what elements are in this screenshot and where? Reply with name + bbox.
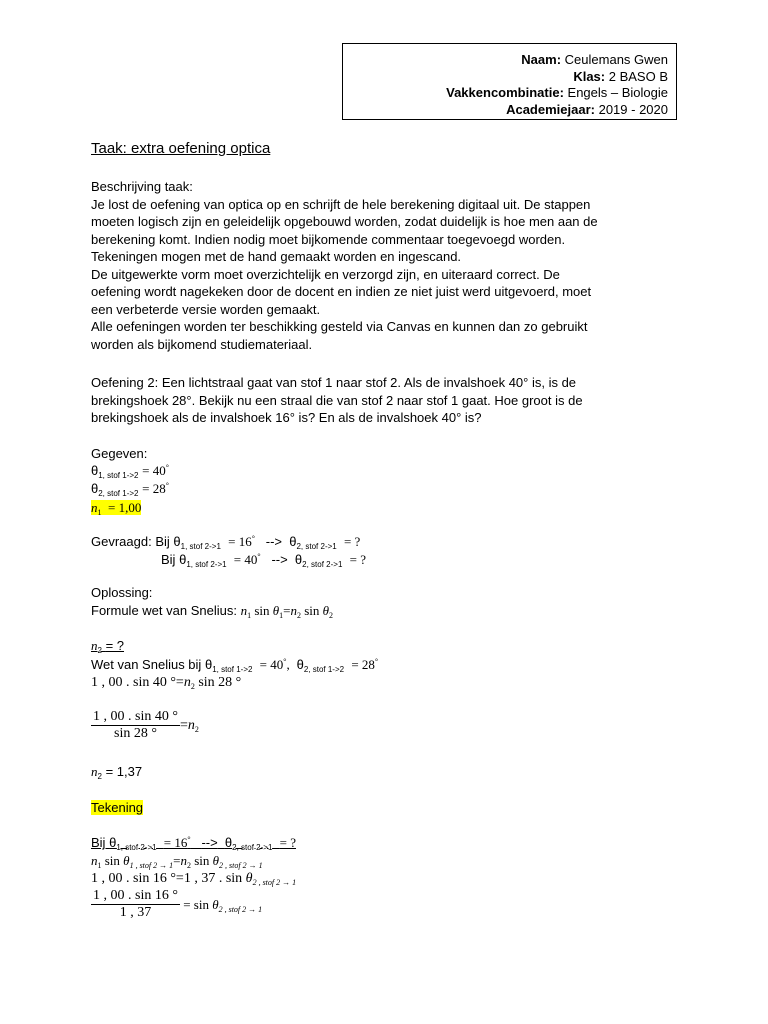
description-line: een verbeterde versie worden gemaakt. [91, 301, 321, 317]
theta-symbol: θ [294, 552, 303, 567]
fraction [91, 709, 180, 742]
asked-line-1 [91, 533, 360, 551]
fraction-numerator: 1 , 00 . sin 16 ° [93, 888, 178, 903]
description-line: berekening komt. Indien nodig moet bijkomende commentaar toegevoegd worden. [91, 231, 566, 247]
theta1-subscript: 1, stof 1->2 [212, 665, 253, 674]
exercise-statement [91, 374, 651, 427]
n1-value: = 1,00 [108, 500, 142, 515]
description-heading: Beschrijving taak: [91, 179, 193, 194]
fraction [91, 888, 180, 921]
task-description [91, 178, 671, 353]
description-line: Je lost de oefening van optica op en schrijft de hele berekening digitaal uit. De stappen [91, 196, 591, 212]
theta2-value: = 28 [351, 657, 375, 672]
theta-symbol: θ [91, 481, 99, 496]
theta1-value: = 40 [142, 463, 166, 478]
n1-highlight [91, 500, 141, 515]
description-line: moeten logisch zijn en geleidelijk opgebouwd worden, zodat duidelijk is hoe men aan de [91, 214, 598, 229]
fraction-denominator: 1 , 37 [119, 905, 152, 920]
description-line: oefening wordt nagekeken door de docent en indien ze niet juist werd uitgevoerd, moet [91, 284, 592, 299]
n2-question: $n_2$ = ? [91, 638, 125, 655]
exercise-line: Oefening 2: Een lichtstraal gaat van stof 1 naar stof 2. Als de invalshoek 40° is, is de [91, 375, 577, 390]
equation-1-right: sin 28 ° [198, 675, 242, 690]
name-value: Ceulemans Gwen [564, 52, 668, 67]
arrow: --> [201, 835, 218, 850]
theta1-value: = 40 [259, 657, 284, 672]
case-16-heading: Bij $\theta_{1, stof 2->1} = 16^\circ$ --> $\theta_{2, stof 2->1}$ = ? [91, 835, 296, 852]
asked-value: = ? [343, 534, 361, 549]
n1-subscript: 1 [97, 508, 102, 517]
subjects-label: Vakkencombinatie: [446, 85, 564, 100]
asked-bij: Bij [161, 552, 176, 567]
theta2-subscript: 2, stof 1->2 [98, 489, 139, 498]
exercise-line: brekingshoek 28°. Bekijk nu een straal die van stof 2 naar stof 1 gaat. Hoe groot is de [91, 392, 583, 408]
theta-symbol: θ [289, 534, 297, 549]
snell-formula: $n_1$ $\sin \theta_1=n_2$ $\sin \theta_2$ [240, 603, 334, 620]
description-line: De uitgewerkte vorm moet overzichtelijk en verzorgd zijn, en uiteraard correct. De [91, 266, 560, 282]
incident-angle-a: = 16 [163, 835, 188, 850]
page-title: Taak: extra oefening optica [91, 140, 271, 157]
year-value: 2019 - 2020 [598, 101, 668, 117]
year-line [343, 102, 668, 119]
equation-4: $\frac{1 , 00 . \sin 16 ^\circ}{1 , 37}$ = $\sin \theta_{2 , stof 2 \to 1}$ [93, 888, 263, 920]
asked-value: = ? [349, 552, 366, 567]
year-label: Academiejaar: [506, 101, 595, 117]
equation-2: $\frac{1 , 00 . \sin 40 ^\circ}{\sin 28 ^\circ}$ $=n_2$ [93, 709, 199, 741]
drawing-heading [91, 799, 143, 817]
theta-symbol: θ [173, 534, 181, 549]
formula-label: Formule wet van Snelius: [91, 603, 237, 618]
description-line: Alle oefeningen worden ter beschikking gesteld via Canvas en kunnen dan zo gebruikt [91, 319, 588, 334]
asked-label: Gevraagd: [91, 534, 152, 549]
n2-result: $n_2 = 1,37$ [91, 764, 143, 781]
theta-in-subscript: 1 , stof 2 → 1 [129, 861, 174, 870]
n-symbol: n [91, 638, 98, 653]
n-symbol: n [91, 500, 98, 515]
theta1-subscript: 1, stof 1->2 [98, 471, 139, 480]
theta-in-subscript: 1, stof 2->1 [116, 843, 157, 852]
description-line: worden als bijkomend studiemateriaal. [91, 336, 313, 352]
theta-symbol: θ [204, 657, 213, 672]
degree-sign: ° [165, 463, 169, 472]
n2-result-value: = 1,37 [105, 764, 143, 779]
class-value: 2 BASO B [608, 68, 668, 84]
description-line: Tekeningen mogen met de hand gemaakt worden en ingescand. [91, 249, 462, 264]
asked-value: = ? [279, 835, 296, 850]
subjects-line [343, 85, 668, 102]
given-heading: Gegeven: [91, 446, 148, 461]
n2-question-value: = ? [105, 638, 125, 653]
snell-formula-line [91, 602, 333, 620]
class-line [343, 69, 668, 86]
asked-line-2 [161, 551, 366, 569]
degree-sign: ° [257, 552, 261, 561]
snell-at-label: Wet van Snelius bij [91, 657, 202, 672]
given-theta2 [91, 480, 169, 498]
asked-bij: Bij [91, 835, 106, 850]
theta-symbol: θ [91, 463, 99, 478]
exercise-line: brekingshoek als de invalshoek 16° is? En als de invalshoek 40° is? [91, 410, 482, 425]
equation-3: 1 , 00 . sin 16 °=1 , 37 . $\sin \theta_{2 , stof 2 \to 1}$ [91, 871, 297, 887]
equation-3-text: 1 , 00 . sin 16 °=1 , 37 . sin [91, 871, 243, 886]
given-theta1 [91, 462, 169, 480]
theta-symbol: θ [296, 657, 304, 672]
n-symbol: n [91, 764, 98, 779]
name-label: Naam: [521, 52, 562, 67]
arrow: --> [265, 534, 283, 549]
theta-symbol: θ [109, 835, 117, 850]
fraction-rhs: = sin [183, 896, 209, 912]
name-line [343, 52, 668, 69]
theta-out-subscript: 2, stof 2->1 [302, 560, 343, 569]
drawing-label: Tekening [91, 800, 144, 815]
theta2-value: = 28 [142, 481, 166, 496]
incident-angle-b: = 40 [233, 552, 258, 567]
theta-out-subscript: 2, stof 2->1 [232, 843, 273, 852]
theta-out-subscript: 2 , stof 2 → 1 [252, 878, 297, 887]
equation-1-left: 1 , 00 . sin 40 °= [91, 675, 184, 690]
snell-at-line: Wet van Snelius bij $\theta_{1, stof 1->2} = 40^\circ$, $\theta_{2, stof 1->2} = 28^\circ$ [91, 657, 379, 674]
arrow: --> [271, 552, 288, 567]
theta-in-subscript: 1, stof 2->1 [186, 560, 227, 569]
degree-sign: ° [251, 534, 255, 543]
theta-out-subscript: 2 , stof 2 → 1 [218, 904, 263, 914]
asked-bij: Bij [155, 534, 170, 549]
snell-16-equation: $n_1$ $\sin \theta_{1 , stof 2 \to 1}=n_2$ $\sin \theta_{2 , stof 2 \to 1}$ [91, 853, 263, 870]
solution-heading: Oplossing: [91, 585, 153, 600]
given-n1 [91, 499, 141, 517]
fraction-numerator: 1 , 00 . sin 40 ° [93, 709, 178, 724]
theta-in-subscript: 1, stof 2->1 [180, 542, 221, 551]
degree-sign: ° [165, 481, 169, 490]
equation-1: 1 , 00 . sin 40 $^\circ=n_2$ sin 28 ° [91, 675, 242, 691]
theta-symbol: θ [179, 552, 187, 567]
fraction-denominator: sin 28 ° [114, 726, 157, 741]
theta-symbol: θ [224, 835, 233, 850]
student-info-box [342, 43, 677, 120]
theta-out-subscript: 2, stof 2->1 [296, 542, 337, 551]
class-label: Klas: [573, 68, 606, 84]
subjects-value: Engels – Biologie [567, 85, 668, 100]
theta-out-subscript: 2 , stof 2 → 1 [219, 861, 263, 870]
incident-angle-a: = 16 [228, 534, 252, 549]
theta2-subscript: 2, stof 1->2 [303, 665, 345, 674]
